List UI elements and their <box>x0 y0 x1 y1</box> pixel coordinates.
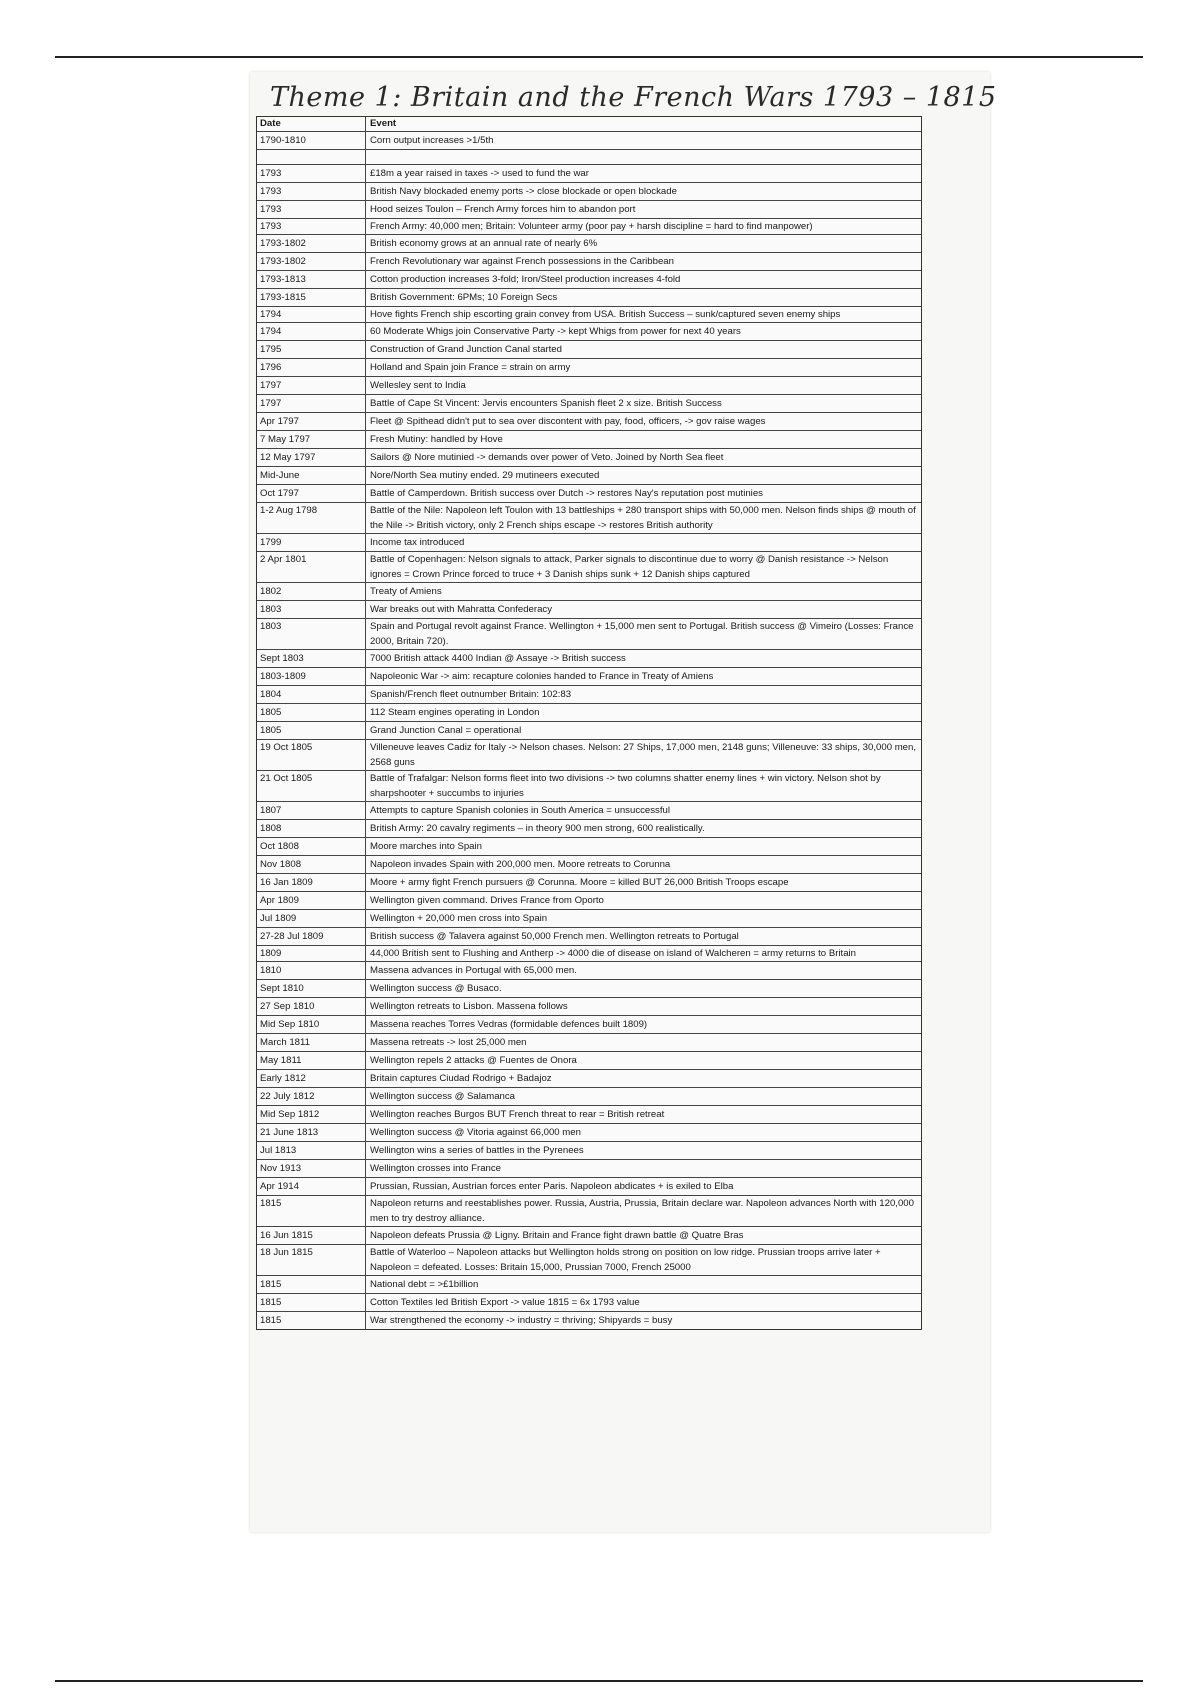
date-cell: 1805 <box>257 722 366 739</box>
date-cell: 27-28 Jul 1809 <box>257 928 366 945</box>
event-cell: Massena retreats -> lost 25,000 men <box>370 1037 527 1048</box>
date-cell: 27 Sep 1810 <box>257 998 366 1015</box>
date-cell: 1793-1802 <box>257 253 366 270</box>
table-row <box>257 323 921 341</box>
table-row <box>257 1088 921 1106</box>
event-cell: Hood seizes Toulon – French Army forces him to abandon port <box>370 204 636 215</box>
date-column-header: Date <box>257 117 366 131</box>
date-cell: 1793-1802 <box>257 235 366 252</box>
table-row <box>257 307 921 323</box>
event-cell: French Army: 40,000 men; Britain: Volunteer army (poor pay + harsh discipline = hard to find manpower) <box>370 221 813 232</box>
date-cell: Jul 1813 <box>257 1142 366 1159</box>
table-row <box>257 1142 921 1160</box>
event-cell: Wellington + 20,000 men cross into Spain <box>370 913 548 924</box>
event-cell: Construction of Grand Junction Canal started <box>370 344 562 355</box>
date-cell: 12 May 1797 <box>257 449 366 466</box>
date-cell: 1815 <box>257 1312 366 1329</box>
table-row <box>257 619 921 650</box>
date-cell: 22 July 1812 <box>257 1088 366 1105</box>
table-row <box>257 1294 921 1312</box>
date-cell: 19 Oct 1805 <box>257 740 366 770</box>
table-row <box>257 150 921 165</box>
table-row <box>257 201 921 219</box>
event-cell: Wellington repels 2 attacks @ Fuentes de Onora <box>370 1055 577 1066</box>
table-row <box>257 928 921 946</box>
event-cell: Napoleonic War -> aim: recapture colonies handed to France in Treaty of Amiens <box>370 671 714 682</box>
date-cell: Nov 1808 <box>257 856 366 873</box>
event-cell: Wellington success @ Busaco. <box>370 983 502 994</box>
event-cell: Battle of Trafalgar: Nelson forms fleet into two divisions -> two columns shatter enemy lines + win victory. Nelson shot by sharpshooter + succumbs to injuries <box>370 773 881 799</box>
date-cell: 1797 <box>257 377 366 394</box>
table-row <box>257 253 921 271</box>
table-row <box>257 1124 921 1142</box>
event-cell: British Navy blockaded enemy ports -> close blockade or open blockade <box>370 186 677 197</box>
event-cell: Battle of Copenhagen: Nelson signals to attack, Parker signals to discontinue due to worry @ Danish resistance -> Nelson ignores = Crown Prince forced to truce + 3 Danish ships sunk + 12 Danish ships captured <box>370 554 889 580</box>
table-row <box>257 1052 921 1070</box>
event-cell: Napoleon defeats Prussia @ Ligny. Britain and France fight drawn battle @ Quatre Bras <box>370 1230 744 1241</box>
event-cell: War strengthened the economy -> industry = thriving; Shipyards = busy <box>370 1315 673 1326</box>
event-cell: Cotton production increases 3-fold; Iron/Steel production increases 4-fold <box>370 274 681 285</box>
date-cell: 1815 <box>257 1294 366 1311</box>
header-rule <box>55 56 1143 58</box>
table-row <box>257 534 921 552</box>
event-cell: Battle of Cape St Vincent: Jervis encounters Spanish fleet 2 x size. British Success <box>370 398 722 409</box>
event-cell: Wellesley sent to India <box>370 380 466 391</box>
event-cell: War breaks out with Mahratta Confederacy <box>370 604 553 615</box>
date-cell: 1793 <box>257 183 366 200</box>
date-cell: Apr 1809 <box>257 892 366 909</box>
event-cell: Moore + army fight French pursuers @ Corunna. Moore = killed BUT 26,000 British Troops escape <box>370 877 789 888</box>
event-cell: British Army: 20 cavalry regiments – in theory 900 men strong, 600 realistically. <box>370 823 705 834</box>
event-cell: Napoleon returns and reestablishes power. Russia, Austria, Prussia, Britain declare war. Napoleon advances North with 120,000 men to try destroy alliance. <box>370 1198 914 1224</box>
event-cell: Income tax introduced <box>370 537 465 548</box>
table-row <box>257 802 921 820</box>
table-row <box>257 874 921 892</box>
event-cell: Moore marches into Spain <box>370 841 482 852</box>
date-cell: 1803 <box>257 601 366 618</box>
event-cell <box>366 150 921 164</box>
date-cell: 2 Apr 1801 <box>257 552 366 582</box>
date-cell: Apr 1914 <box>257 1178 366 1195</box>
table-row <box>257 485 921 503</box>
table-row <box>257 449 921 467</box>
date-cell: 16 Jun 1815 <box>257 1227 366 1244</box>
date-cell: 1794 <box>257 323 366 340</box>
date-cell: Mid Sep 1812 <box>257 1106 366 1123</box>
date-cell: Sept 1810 <box>257 980 366 997</box>
event-cell: Nore/North Sea mutiny ended. 29 mutineers executed <box>370 470 600 481</box>
event-cell: Napoleon invades Spain with 200,000 men. Moore retreats to Corunna <box>370 859 671 870</box>
event-cell: 60 Moderate Whigs join Conservative Party -> kept Whigs from power for next 40 years <box>370 326 741 337</box>
date-cell: 16 Jan 1809 <box>257 874 366 891</box>
event-cell: Treaty of Amiens <box>370 586 442 597</box>
table-row <box>257 431 921 449</box>
footer-rule <box>55 1680 1143 1682</box>
date-cell: 1815 <box>257 1276 366 1293</box>
table-row <box>257 668 921 686</box>
date-cell: 1797 <box>257 395 366 412</box>
date-cell: 18 Jun 1815 <box>257 1245 366 1275</box>
table-row <box>257 601 921 619</box>
event-cell: Battle of the Nile: Napoleon left Toulon with 13 battleships + 280 transport ships with 50,000 men. Nelson finds ships @ mouth of the Nile -> British victory, only 2 French ships escape -> restores British authority <box>370 505 916 531</box>
date-cell: 1815 <box>257 1196 366 1226</box>
date-cell: Mid Sep 1810 <box>257 1016 366 1033</box>
event-cell: Battle of Waterloo – Napoleon attacks but Wellington holds strong on position on low ridge. Prussian troops arrive later + Napoleon = defeated. Losses: Britain 15,000, Prussian 7000, French 25000 <box>370 1247 881 1273</box>
table-row <box>257 1016 921 1034</box>
page-title: Theme 1: Britain and the French Wars 1793 – 1815 <box>270 82 997 113</box>
table-row <box>257 838 921 856</box>
date-cell: 1799 <box>257 534 366 551</box>
table-row <box>257 413 921 431</box>
table-row <box>257 1178 921 1196</box>
event-cell: Cotton Textiles led British Export -> value 1815 = 6x 1793 value <box>370 1297 640 1308</box>
event-cell: British Government: 6PMs; 10 Foreign Secs <box>370 292 558 303</box>
event-cell: Massena advances in Portugal with 65,000 men. <box>370 965 577 976</box>
table-row <box>257 1196 921 1227</box>
table-row <box>257 583 921 601</box>
event-cell: Attempts to capture Spanish colonies in South America = unsuccessful <box>370 805 670 816</box>
event-cell: National debt = >£1billion <box>370 1279 479 1290</box>
event-cell: 44,000 British sent to Flushing and Antherp -> 4000 die of disease on island of Walcheren = army returns to Britain <box>370 948 857 959</box>
date-cell: Apr 1797 <box>257 413 366 430</box>
event-cell: British economy grows at an annual rate of nearly 6% <box>370 238 598 249</box>
event-cell: Wellington wins a series of battles in the Pyrenees <box>370 1145 584 1156</box>
event-cell: Wellington crosses into France <box>370 1163 501 1174</box>
date-cell: 1805 <box>257 704 366 721</box>
table-row <box>257 892 921 910</box>
event-cell: Wellington success @ Vitoria against 66,000 men <box>370 1127 581 1138</box>
date-cell: 1794 <box>257 307 366 322</box>
date-cell: 1803 <box>257 619 366 649</box>
table-row <box>257 395 921 413</box>
event-cell: Grand Junction Canal = operational <box>370 725 522 736</box>
table-row <box>257 1227 921 1245</box>
table-row <box>257 1034 921 1052</box>
table-row <box>257 271 921 289</box>
event-cell: Wellington given command. Drives France from Oporto <box>370 895 604 906</box>
table-row <box>257 219 921 235</box>
event-cell: 7000 British attack 4400 Indian @ Assaye -> British success <box>370 653 626 664</box>
table-row <box>257 686 921 704</box>
date-cell: Mid-June <box>257 467 366 484</box>
table-row <box>257 1160 921 1178</box>
date-cell: Sept 1803 <box>257 650 366 667</box>
date-cell: March 1811 <box>257 1034 366 1051</box>
date-cell: 1793-1815 <box>257 289 366 306</box>
date-cell: 21 Oct 1805 <box>257 771 366 801</box>
date-cell: Oct 1808 <box>257 838 366 855</box>
date-cell: 1809 <box>257 946 366 961</box>
event-cell: Fleet @ Spithead didn't put to sea over discontent with pay, food, officers, -> gov raise wages <box>370 416 766 427</box>
table-row <box>257 289 921 307</box>
table-row <box>257 1245 921 1276</box>
date-cell: Early 1812 <box>257 1070 366 1087</box>
table-row <box>257 722 921 740</box>
table-row <box>257 235 921 253</box>
table-row <box>257 704 921 722</box>
date-cell: 1795 <box>257 341 366 358</box>
event-cell: Fresh Mutiny: handled by Hove <box>370 434 503 445</box>
date-cell: 7 May 1797 <box>257 431 366 448</box>
date-cell: 1807 <box>257 802 366 819</box>
date-cell: 1793 <box>257 219 366 234</box>
event-cell: Wellington retreats to Lisbon. Massena follows <box>370 1001 568 1012</box>
date-cell: Oct 1797 <box>257 485 366 502</box>
date-cell: 1796 <box>257 359 366 376</box>
table-row <box>257 377 921 395</box>
table-row <box>257 359 921 377</box>
table-row <box>257 467 921 485</box>
event-cell: Britain captures Ciudad Rodrigo + Badajoz <box>370 1073 552 1084</box>
table-row <box>257 1070 921 1088</box>
date-cell: Nov 1913 <box>257 1160 366 1177</box>
date-cell <box>257 150 366 164</box>
timeline-table <box>256 116 922 1330</box>
table-row <box>257 910 921 928</box>
table-row <box>257 740 921 771</box>
event-cell: Spain and Portugal revolt against France. Wellington + 15,000 men sent to Portugal. British success @ Vimeiro (Losses: France 2000, Britain 720). <box>370 621 914 647</box>
event-cell: 112 Steam engines operating in London <box>370 707 540 718</box>
event-cell: Villeneuve leaves Cadiz for Italy -> Nelson chases. Nelson: 27 Ships, 17,000 men, 2148 guns; Villeneuve: 33 ships, 30,000 men, 2568 guns <box>370 742 917 768</box>
date-cell: 1808 <box>257 820 366 837</box>
date-cell: Jul 1809 <box>257 910 366 927</box>
table-row <box>257 183 921 201</box>
event-cell: Spanish/French fleet outnumber Britain: 102:83 <box>370 689 572 700</box>
date-cell: 1804 <box>257 686 366 703</box>
event-cell: French Revolutionary war against French possessions in the Caribbean <box>370 256 674 267</box>
event-cell: Massena reaches Torres Vedras (formidable defences built 1809) <box>370 1019 648 1030</box>
event-cell: Battle of Camperdown. British success over Dutch -> restores Nay's reputation post mutinies <box>370 488 763 499</box>
date-cell: 1793 <box>257 165 366 182</box>
date-cell: 1810 <box>257 962 366 979</box>
table-row <box>257 946 921 962</box>
table-row <box>257 856 921 874</box>
event-cell: Holland and Spain join France = strain on army <box>370 362 571 373</box>
date-cell: 1793-1813 <box>257 271 366 288</box>
event-cell: British success @ Talavera against 50,000 French men. Wellington retreats to Portugal <box>370 931 739 942</box>
table-row <box>257 503 921 534</box>
event-cell: Corn output increases >1/5th <box>370 135 494 146</box>
table-row <box>257 552 921 583</box>
date-cell: 1790-1810 <box>257 132 366 149</box>
date-cell: 21 June 1813 <box>257 1124 366 1141</box>
table-row <box>257 998 921 1016</box>
table-row <box>257 962 921 980</box>
table-row <box>257 1276 921 1294</box>
table-row <box>257 341 921 359</box>
table-header-row <box>257 117 921 132</box>
table-row <box>257 771 921 802</box>
date-cell: 1802 <box>257 583 366 600</box>
event-cell: Prussian, Russian, Austrian forces enter Paris. Napoleon abdicates + is exiled to Elba <box>370 1181 734 1192</box>
date-cell: 1803-1809 <box>257 668 366 685</box>
date-cell: 1-2 Aug 1798 <box>257 503 366 533</box>
table-row <box>257 1312 921 1329</box>
table-row <box>257 650 921 668</box>
event-cell: £18m a year raised in taxes -> used to fund the war <box>370 168 589 179</box>
table-row <box>257 980 921 998</box>
date-cell: 1793 <box>257 201 366 218</box>
event-cell: Wellington success @ Salamanca <box>370 1091 516 1102</box>
table-row <box>257 132 921 150</box>
event-cell: Wellington reaches Burgos BUT French threat to rear = British retreat <box>370 1109 665 1120</box>
event-cell: Hove fights French ship escorting grain convey from USA. British Success – sunk/captured seven enemy ships <box>370 309 841 320</box>
table-row <box>257 820 921 838</box>
date-cell: May 1811 <box>257 1052 366 1069</box>
table-row <box>257 1106 921 1124</box>
event-column-header: Event <box>370 118 397 129</box>
table-row <box>257 165 921 183</box>
event-cell: Sailors @ Nore mutinied -> demands over power of Veto. Joined by North Sea fleet <box>370 452 724 463</box>
